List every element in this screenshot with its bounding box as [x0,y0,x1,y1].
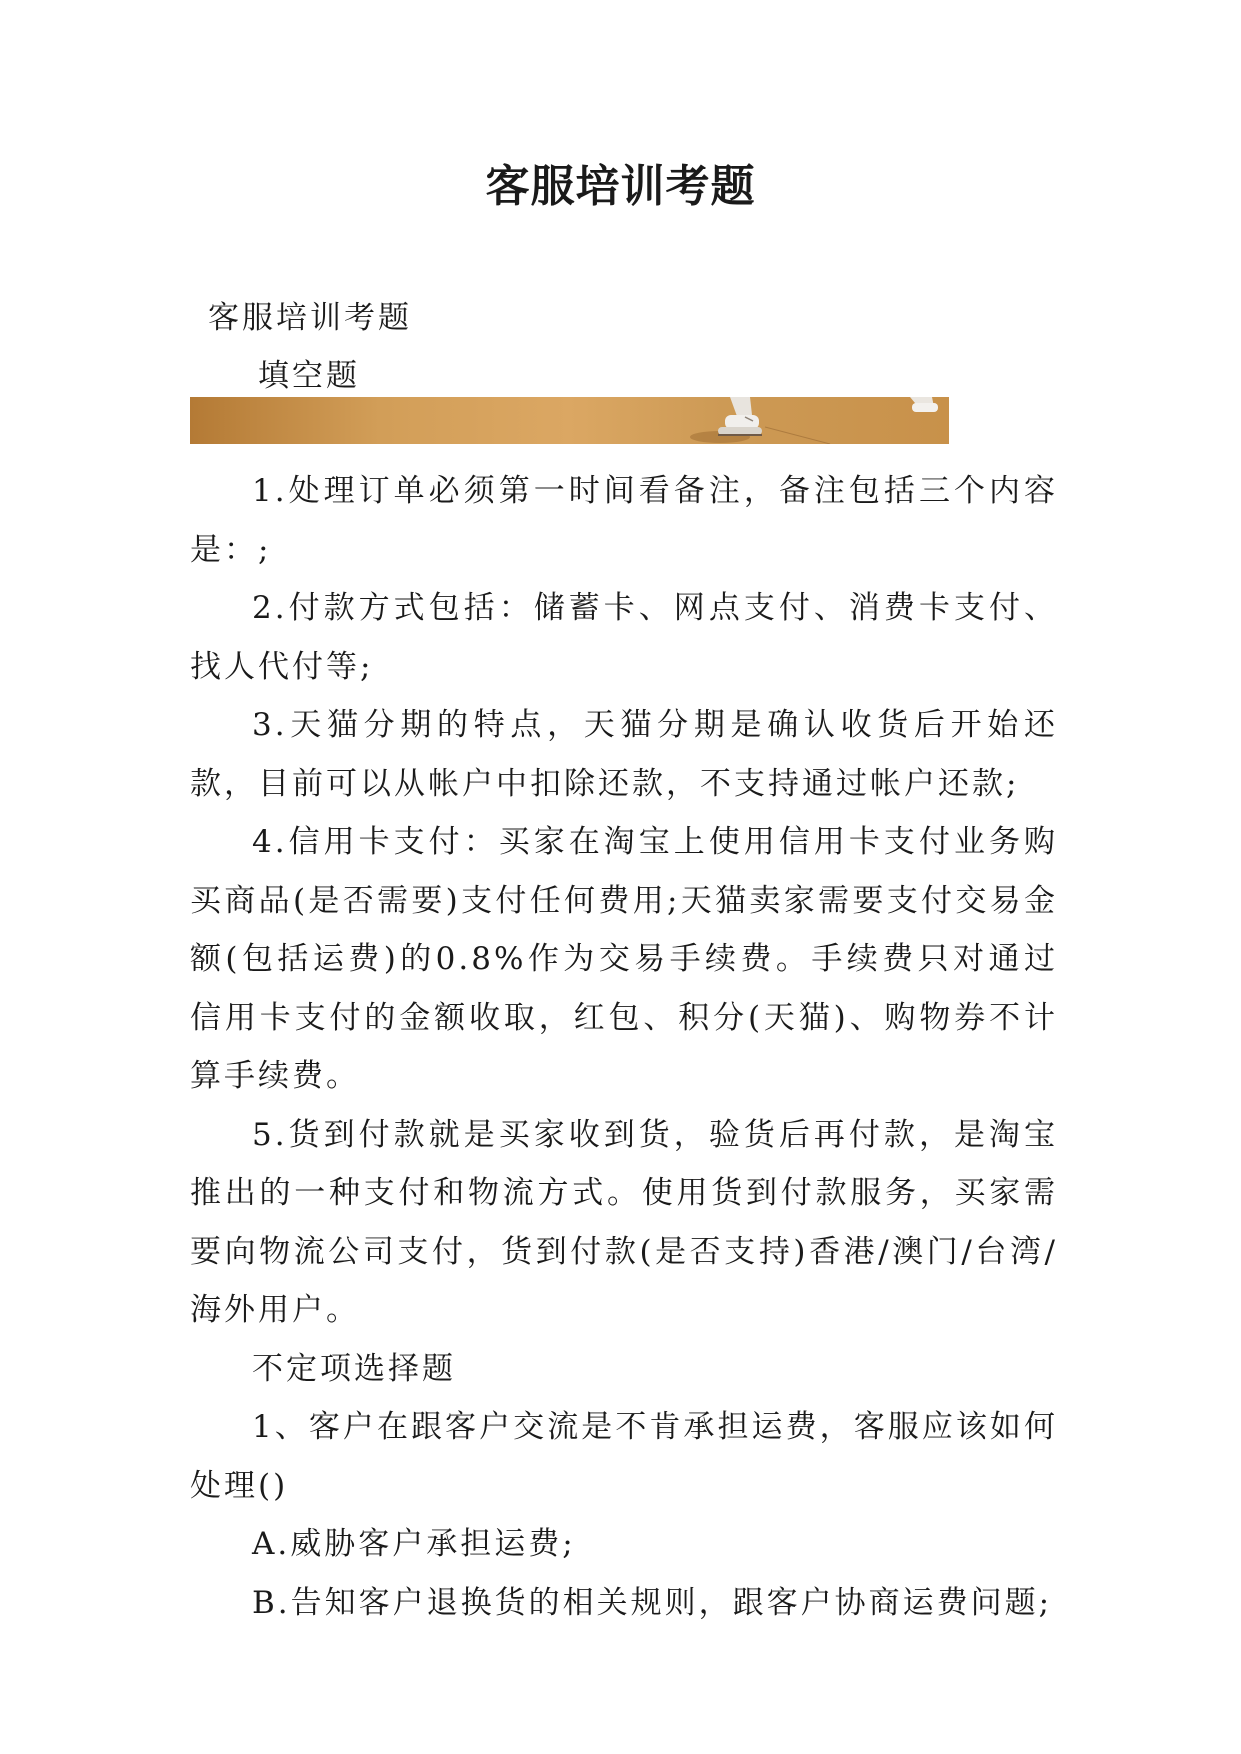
document-title: 客服培训考题 [485,161,756,212]
document-body [190,462,1058,1632]
question-1-option-b: B.告知客户退换货的相关规则，跟客户协商运费问题; [252,1584,1053,1621]
document-subtitle: 客服培训考题 [208,300,412,336]
fill-blank-heading: 填空题 [258,358,360,394]
question-1-option-a: A.威胁客户承担运费; [252,1526,576,1562]
multiple-choice-heading: 不定项选择题 [252,1350,456,1387]
decorative-photo-strip [190,397,949,444]
fill-blank-item-5: 5.货到付款就是买家收到货，验货后再付款，是淘宝推出的一种支付和物流方式。使用货到付款服务，买家需要向物流公司支付，货到付款(是否支持)香港/澳门/台湾/海外用户。 [190,1116,1058,1328]
fill-blank-item-2: 2.付款方式包括：储蓄卡、网点支付、消费卡支付、找人代付等; [190,590,1058,685]
fill-blank-item-3: 3.天猫分期的特点，天猫分期是确认收货后开始还款，目前可以从帐户中扣除还款，不支持通过帐户还款; [190,707,1058,802]
question-1: 1、客户在跟客户交流是不肯承担运费，客服应该如何处理() [190,1409,1058,1504]
fill-blank-item-1: 1.处理订单必须第一时间看备注，备注包括三个内容是：; [190,473,1058,568]
photo-figure-icon [190,397,949,444]
fill-blank-item-4: 4.信用卡支付：买家在淘宝上使用信用卡支付业务购买商品(是否需要)支付任何费用;天猫卖家需要支付交易金额(包括运费)的0.8%作为交易手续费。手续费只对通过信用卡支付的金额收取，红包、积分(天猫)、购物券不计算手续费。 [190,824,1058,1094]
